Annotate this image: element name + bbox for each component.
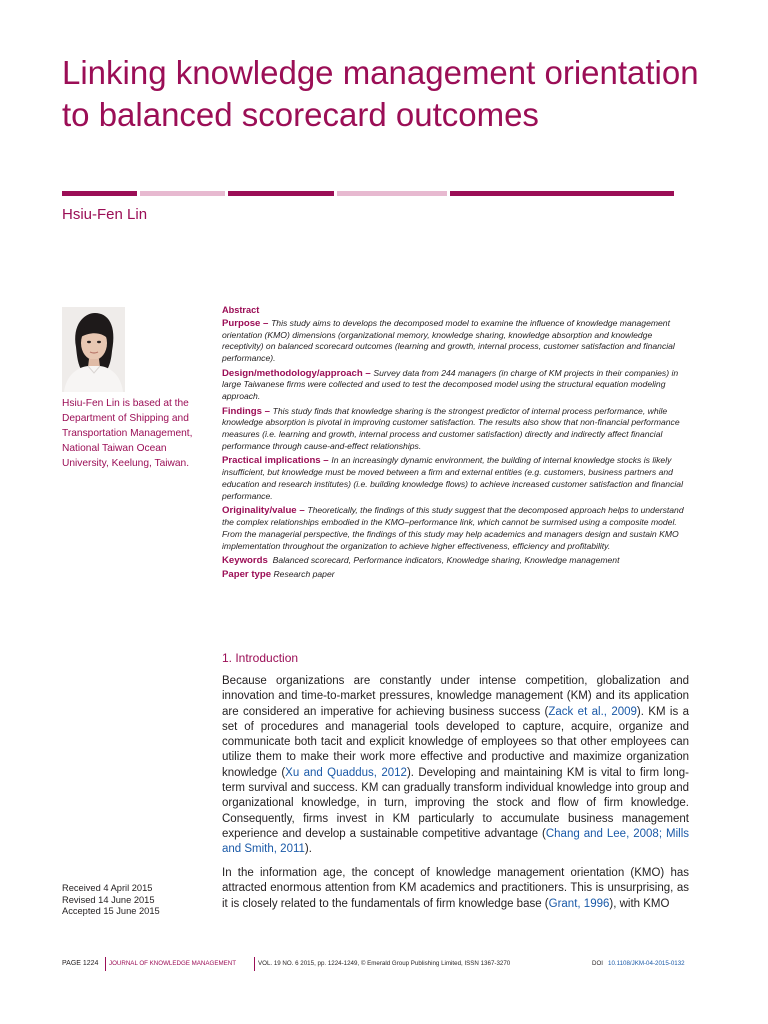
citation-chang-lee-mills-smith[interactable]: Chang and Lee, 2008; Mills and Smith, 2011 bbox=[222, 827, 689, 856]
abstract bbox=[222, 305, 690, 584]
intro-paragraph-2: In the information age, the concept of knowledge management orientation (KMO) has attracted enormous attention from KM academics and practitioners. This is unsurprising, as it is closely related to the fundamentals of firm knowledge base (Grant, 1996), with KMO bbox=[222, 867, 689, 910]
abstract-purpose: Purpose – This study aims to develops the decomposed model to examine the influence of knowledge management orientation (KMO) dimensions (organizational memory, knowledge sharing, knowledge absorption and knowledge receptivity) on balanced scorecard outcomes (learning and growth, internal process, customer satisfaction and financial performance). bbox=[222, 317, 675, 364]
findings-label: Findings bbox=[222, 405, 262, 417]
author-name: Hsiu-Fen Lin bbox=[62, 206, 148, 223]
practical-label: Practical implications bbox=[222, 455, 321, 467]
volume-info: VOL. 19 NO. 6 2015, pp. 1224-1249, © Emerald Group Publishing Limited, ISSN 1367-3270 bbox=[258, 960, 511, 967]
page-number: PAGE 1224 bbox=[62, 960, 99, 967]
keywords-label: Keywords bbox=[222, 554, 268, 566]
intro-paragraph-1: Because organizations are constantly under intense competition, globalization and innovation and time-to-market pressures, knowledge management (KM) and its application are considered an imperative for achieving business success (Zack et al., 2009). KM is a set of procedures and managerial tools developed to capture, acquire, organize and communicate both tacit and explicit knowledge of employees so that other employees can utilize them to make their work more effective and productive and maximize organization knowledge (Xu and Quaddus, 2012). Developing and maintaining KM is vital to firm long-term survival and success. KM can gradually transform individual knowledge into group and organizational knowledge, in turn, improving the stock and flow of firm knowledge. Consequently, firms invest in KM particularly to accumulate business management experience and develop a sustainable competitive advantage (Chang and Lee, 2008; Mills and Smith, 2011). bbox=[222, 675, 689, 856]
paper-type-text: Research paper bbox=[273, 569, 335, 580]
introduction-body bbox=[222, 674, 689, 920]
author-affiliation: Hsiu-Fen Lin is based at the Department of Shipping and Transportation Management, National Taiwan Ocean University, Keelung, Taiwan. bbox=[62, 398, 193, 469]
abstract-practical: Practical implications – In an increasingly dynamic environment, the building of internal knowledge stocks is likely insufficient, but knowledge must be moved between a firm and external entities (e.g. customers, business partners and education and research institutes) (i.e. building knowledge flows) to achieve increased customer satisfaction and financial performance. bbox=[222, 455, 683, 501]
abstract-findings: Findings – This study finds that knowledge sharing is the strongest predictor of internal process performance, while knowledge absorption is pivotal in improving customer satisfaction. The results also show that non-financial performance measures (i.e. learning and growth, internal process and customer satisfaction) directly and indirectly affect financial performance through cause-and-effect relationships. bbox=[222, 405, 680, 451]
abstract-paper-type bbox=[222, 569, 690, 581]
footer-separator bbox=[105, 957, 106, 971]
author-photo bbox=[62, 307, 125, 392]
section-heading-introduction: 1. Introduction bbox=[222, 651, 299, 665]
footer-separator bbox=[254, 957, 255, 971]
originality-text: Theoretically, the findings of this study suggest that the decomposed approach helps to understand the complex relationships embodied in the KMO–performance link, which cannot be surmised using a composite model. From the managerial perspective, the findings of this study may help academics and managers design and sustain KMO implementation throughout the organization to achieve higher effectiveness, efficiency and profitability. bbox=[222, 505, 684, 551]
design-text: Survey data from 244 managers (in charge of KM projects in their companies) in large Taiwanese firms were collected and used to test the decomposed model using the structural equation modeling approach. bbox=[222, 367, 679, 402]
abstract-originality: Originality/value – Theoretically, the findings of this study suggest that the decomposed approach helps to understand the complex relationships embodied in the KMO–performance link, which cannot be surmised using a composite model. From the managerial perspective, the findings of this study may help academics and managers design and sustain KMO implementation throughout the organization to achieve higher effectiveness, efficiency and profitability. bbox=[222, 505, 684, 551]
journal-name: JOURNAL OF KNOWLEDGE MANAGEMENT bbox=[109, 960, 236, 967]
page-footer bbox=[62, 958, 690, 970]
citation-zack[interactable]: Zack et al., 2009 bbox=[548, 705, 637, 718]
citation-grant[interactable]: Grant, 1996 bbox=[548, 897, 610, 910]
doi-link[interactable]: 10.1108/JKM-04-2015-0132 bbox=[608, 960, 685, 967]
abstract-heading: Abstract bbox=[222, 305, 260, 315]
practical-text: In an increasingly dynamic environment, the building of internal knowledge stocks is likely insufficient, but knowledge must be moved between a firm and external entities (e.g. customers, business partners and education and research institutes) (i.e. building knowledge flows) to achieve increased customer satisfaction and financial performance. bbox=[222, 455, 683, 501]
keywords-text: Balanced scorecard, Performance indicators, Knowledge sharing, Knowledge management bbox=[272, 554, 620, 565]
originality-label: Originality/value bbox=[222, 505, 297, 517]
abstract-keywords bbox=[222, 555, 690, 567]
findings-text: This study finds that knowledge sharing is the strongest predictor of internal process performance, while knowledge absorption is pivotal in improving customer satisfaction. The results also show that non-financial performance measures (i.e. learning and growth, internal process and customer satisfaction) directly and indirectly affect financial performance through cause-and-effect relationships. bbox=[222, 405, 680, 451]
citation-xu-quaddus[interactable]: Xu and Quaddus, 2012 bbox=[285, 766, 407, 779]
decorative-title-rule bbox=[62, 191, 686, 196]
paper-type-label: Paper type bbox=[222, 569, 272, 581]
abstract-design: Design/methodology/approach – Survey data from 244 managers (in charge of KM projects in their companies) in large Taiwanese firms were collected and used to test the decomposed model using the structural equation modeling approach. bbox=[222, 367, 679, 402]
accepted-date: Accepted 15 June 2015 bbox=[62, 906, 160, 916]
revised-date: Revised 14 June 2015 bbox=[62, 894, 155, 905]
design-label: Design/methodology/approach bbox=[222, 367, 363, 379]
purpose-text: This study aims to develops the decomposed model to examine the influence of knowledge management orientation (KMO) dimensions (organizational memory, knowledge sharing, knowledge absorption and knowledge receptivity) on balanced scorecard outcomes (learning and growth, internal process, customer satisfaction and financial performance). bbox=[222, 317, 675, 364]
doi-label: DOI bbox=[592, 960, 604, 967]
purpose-label: Purpose bbox=[222, 317, 261, 329]
article-title: Linking knowledge management orientation to balanced scorecard outcomes bbox=[62, 54, 699, 133]
submission-dates bbox=[62, 883, 212, 918]
received-date: Received 4 April 2015 bbox=[62, 883, 153, 893]
